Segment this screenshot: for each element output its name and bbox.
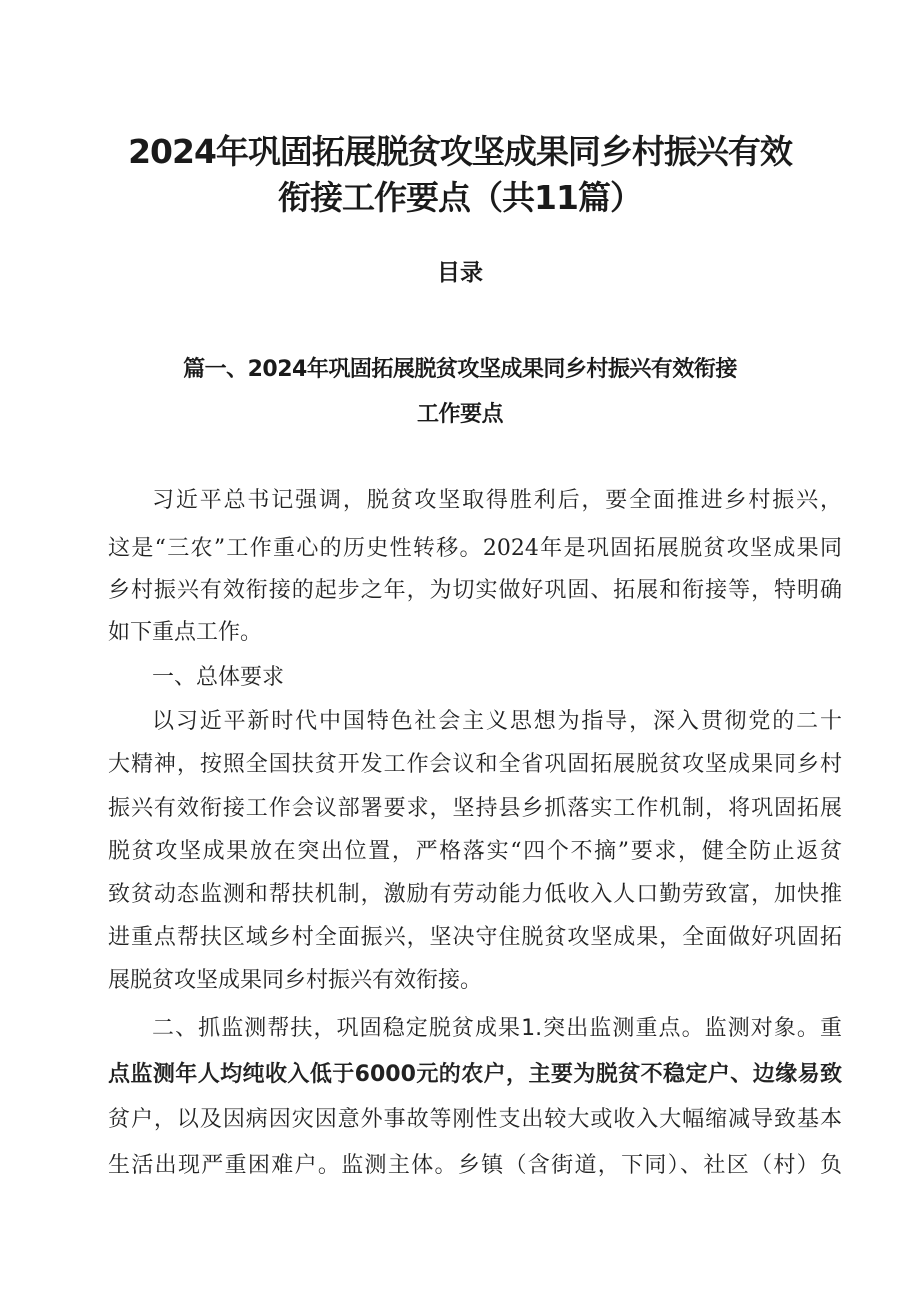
chapter-title-line-1: 篇一、2024年巩固拓展脱贫攻坚成果同乡村振兴有效衔接 [183,357,737,382]
document-title-line-2: 衔接工作要点（共11篇） [278,178,642,217]
intro-line-2: 这是“三农”工作重心的历史性转移。2024年是巩固拓展脱贫攻坚成果同 [108,536,842,561]
intro-line-4: 如下重点工作。 [108,620,263,645]
intro-line-3: 乡村振兴有效衔接的起步之年，为切实做好巩固、拓展和衔接等，特明确 [108,578,842,603]
document-title-line-1: 2024年巩固拓展脱贫攻坚成果同乡村振兴有效 [128,132,792,171]
section-2-line-1: 二、抓监测帮扶，巩固稳定脱贫成果1.突出监测重点。监测对象。重 [152,1016,842,1041]
section-2-line-4: 生活出现严重困难户。监测主体。乡镇（含街道，下同）、社区（村）负 [108,1153,842,1178]
section-1-line-4: 脱贫攻坚成果放在突出位置，严格落实“四个不摘”要求，健全防止返贫 [108,839,842,864]
section-2-line-3: 贫户，以及因病因灾因意外事故等刚性支出较大或收入大幅缩减导致基本 [108,1107,842,1132]
section-1-line-7: 展脱贫攻坚成果同乡村振兴有效衔接。 [108,968,483,993]
chapter-title-line-2: 工作要点 [416,402,503,427]
section-2-line-2: 点监测年人均纯收入低于6000元的农户，主要为脱贫不稳定户、边缘易致 [108,1062,842,1087]
section-1-heading: 一、总体要求 [152,665,285,690]
section-1-line-6: 进重点帮扶区域乡村全面振兴，坚决守住脱贫攻坚成果，全面做好巩固拓 [108,925,842,950]
intro-line-1: 习近平总书记强调，脱贫攻坚取得胜利后，要全面推进乡村振兴， [152,488,842,513]
section-1-line-5: 致贫动态监测和帮扶机制，激励有劳动能力低收入人口勤劳致富，加快推 [108,882,842,907]
section-1-line-3: 振兴有效衔接工作会议部署要求，坚持县乡抓落实工作机制，将巩固拓展 [108,796,842,821]
toc-heading: 目录 [437,260,483,286]
section-1-line-2: 大精神，按照全国扶贫开发工作会议和全省巩固拓展脱贫攻坚成果同乡村 [108,752,842,777]
section-1-line-1: 以习近平新时代中国特色社会主义思想为指导，深入贯彻党的二十 [152,709,842,734]
